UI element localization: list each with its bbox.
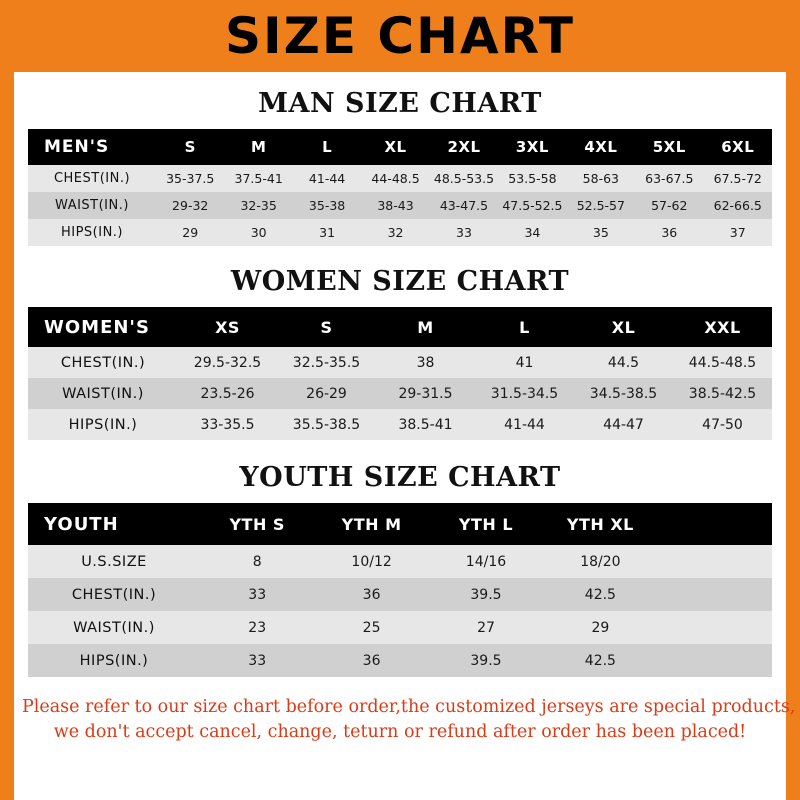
men-waist-l: 35-38 bbox=[293, 192, 361, 219]
youth-waist-m: 25 bbox=[314, 611, 428, 644]
table-row bbox=[28, 578, 772, 611]
men-chest-2xl: 48.5-53.5 bbox=[430, 165, 498, 192]
women-row-label-chest: CHEST(IN.) bbox=[28, 347, 178, 378]
men-waist-6xl: 62-66.5 bbox=[704, 192, 773, 219]
men-hips-m: 30 bbox=[224, 219, 292, 246]
men-waist-3xl: 47.5-52.5 bbox=[498, 192, 566, 219]
table-row bbox=[28, 644, 772, 677]
women-header-l: L bbox=[475, 307, 574, 347]
men-header-4xl: 4XL bbox=[567, 129, 635, 165]
men-chest-6xl: 67.5-72 bbox=[704, 165, 773, 192]
youth-size-chart-section bbox=[28, 462, 772, 677]
women-waist-l: 31.5-34.5 bbox=[475, 378, 574, 409]
women-waist-xl: 34.5-38.5 bbox=[574, 378, 673, 409]
youth-hips-s: 33 bbox=[200, 644, 314, 677]
table-row bbox=[28, 611, 772, 644]
youth-us-size-m: 10/12 bbox=[314, 545, 428, 578]
men-header-6xl: 6XL bbox=[704, 129, 773, 165]
table-header-row bbox=[28, 503, 772, 545]
youth-waist-s: 23 bbox=[200, 611, 314, 644]
men-chest-5xl: 63-67.5 bbox=[635, 165, 703, 192]
youth-hips-m: 36 bbox=[314, 644, 428, 677]
youth-chest-m: 36 bbox=[314, 578, 428, 611]
men-row-label-chest: CHEST(IN.) bbox=[28, 165, 156, 192]
women-chest-s: 32.5-35.5 bbox=[277, 347, 376, 378]
women-header-label: WOMEN'S bbox=[28, 307, 178, 347]
men-header-s: S bbox=[156, 129, 224, 165]
women-chest-xs: 29.5-32.5 bbox=[178, 347, 277, 378]
women-chest-xl: 44.5 bbox=[574, 347, 673, 378]
women-hips-m: 38.5-41 bbox=[376, 409, 475, 440]
header-band bbox=[0, 0, 800, 72]
women-waist-xxl: 38.5-42.5 bbox=[673, 378, 772, 409]
youth-row-label-waist: WAIST(IN.) bbox=[28, 611, 200, 644]
men-size-chart-section bbox=[28, 88, 772, 246]
youth-hips-blank bbox=[658, 644, 772, 677]
youth-hips-xl: 42.5 bbox=[543, 644, 657, 677]
table-row bbox=[28, 219, 772, 246]
men-hips-5xl: 36 bbox=[635, 219, 703, 246]
youth-header-yth-l: YTH L bbox=[429, 503, 543, 545]
men-header-3xl: 3XL bbox=[498, 129, 566, 165]
men-hips-4xl: 35 bbox=[567, 219, 635, 246]
men-waist-xl: 38-43 bbox=[361, 192, 429, 219]
men-hips-s: 29 bbox=[156, 219, 224, 246]
women-hips-xs: 33-35.5 bbox=[178, 409, 277, 440]
page-title: SIZE CHART bbox=[224, 7, 576, 65]
men-hips-xl: 32 bbox=[361, 219, 429, 246]
women-row-label-hips: HIPS(IN.) bbox=[28, 409, 178, 440]
men-section-title: MAN SIZE CHART bbox=[258, 88, 542, 119]
men-chest-4xl: 58-63 bbox=[567, 165, 635, 192]
youth-row-label-chest: CHEST(IN.) bbox=[28, 578, 200, 611]
men-row-label-hips: HIPS(IN.) bbox=[28, 219, 156, 246]
table-row bbox=[28, 409, 772, 440]
men-header-xl: XL bbox=[361, 129, 429, 165]
youth-us-size-xl: 18/20 bbox=[543, 545, 657, 578]
women-header-xxl: XXL bbox=[673, 307, 772, 347]
youth-hips-l: 39.5 bbox=[429, 644, 543, 677]
men-waist-5xl: 57-62 bbox=[635, 192, 703, 219]
men-header-label: MEN'S bbox=[28, 129, 156, 165]
order-notice bbox=[22, 695, 796, 746]
order-notice-line-2: we don't accept cancel, change, teturn or refund after order has been placed! bbox=[53, 722, 747, 743]
women-header-xs: XS bbox=[178, 307, 277, 347]
table-header-row bbox=[28, 129, 772, 165]
table-row bbox=[28, 165, 772, 192]
women-hips-xxl: 47-50 bbox=[673, 409, 772, 440]
men-chest-l: 41-44 bbox=[293, 165, 361, 192]
youth-section-title: YOUTH SIZE CHART bbox=[239, 462, 561, 493]
women-hips-l: 41-44 bbox=[475, 409, 574, 440]
men-chest-s: 35-37.5 bbox=[156, 165, 224, 192]
men-hips-3xl: 34 bbox=[498, 219, 566, 246]
youth-header-yth-s: YTH S bbox=[200, 503, 314, 545]
men-waist-2xl: 43-47.5 bbox=[430, 192, 498, 219]
youth-chest-l: 39.5 bbox=[429, 578, 543, 611]
men-hips-l: 31 bbox=[293, 219, 361, 246]
women-section-title: WOMEN SIZE CHART bbox=[230, 266, 570, 297]
youth-us-size-blank bbox=[658, 545, 772, 578]
women-waist-s: 26-29 bbox=[277, 378, 376, 409]
table-row bbox=[28, 192, 772, 219]
women-hips-s: 35.5-38.5 bbox=[277, 409, 376, 440]
youth-chest-blank bbox=[658, 578, 772, 611]
order-notice-line-1: Please refer to our size chart before order,the customized jerseys are special products, bbox=[22, 697, 796, 717]
men-chest-3xl: 53.5-58 bbox=[498, 165, 566, 192]
youth-us-size-l: 14/16 bbox=[429, 545, 543, 578]
table-header-row bbox=[28, 307, 772, 347]
women-waist-m: 29-31.5 bbox=[376, 378, 475, 409]
table-row bbox=[28, 545, 772, 578]
women-chest-m: 38 bbox=[376, 347, 475, 378]
women-header-m: M bbox=[376, 307, 475, 347]
men-waist-m: 32-35 bbox=[224, 192, 292, 219]
women-row-label-waist: WAIST(IN.) bbox=[28, 378, 178, 409]
men-hips-6xl: 37 bbox=[704, 219, 773, 246]
youth-waist-xl: 29 bbox=[543, 611, 657, 644]
women-size-chart-section bbox=[28, 266, 772, 440]
youth-size-table bbox=[28, 503, 772, 677]
women-hips-xl: 44-47 bbox=[574, 409, 673, 440]
men-header-5xl: 5XL bbox=[635, 129, 703, 165]
youth-chest-s: 33 bbox=[200, 578, 314, 611]
youth-header-label: YOUTH bbox=[28, 503, 200, 545]
men-waist-s: 29-32 bbox=[156, 192, 224, 219]
women-header-s: S bbox=[277, 307, 376, 347]
men-size-table bbox=[28, 129, 772, 246]
women-size-table bbox=[28, 307, 772, 440]
youth-row-label-hips: HIPS(IN.) bbox=[28, 644, 200, 677]
youth-header-yth-xl: YTH XL bbox=[543, 503, 657, 545]
men-header-m: M bbox=[224, 129, 292, 165]
youth-row-label-us-size: U.S.SIZE bbox=[28, 545, 200, 578]
men-row-label-waist: WAIST(IN.) bbox=[28, 192, 156, 219]
men-hips-2xl: 33 bbox=[430, 219, 498, 246]
youth-us-size-s: 8 bbox=[200, 545, 314, 578]
youth-header-yth-m: YTH M bbox=[314, 503, 428, 545]
men-header-2xl: 2XL bbox=[430, 129, 498, 165]
men-chest-m: 37.5-41 bbox=[224, 165, 292, 192]
men-header-l: L bbox=[293, 129, 361, 165]
youth-waist-l: 27 bbox=[429, 611, 543, 644]
women-chest-l: 41 bbox=[475, 347, 574, 378]
men-waist-4xl: 52.5-57 bbox=[567, 192, 635, 219]
women-header-xl: XL bbox=[574, 307, 673, 347]
youth-waist-blank bbox=[658, 611, 772, 644]
women-waist-xs: 23.5-26 bbox=[178, 378, 277, 409]
youth-chest-xl: 42.5 bbox=[543, 578, 657, 611]
youth-header-blank bbox=[658, 503, 772, 545]
men-chest-xl: 44-48.5 bbox=[361, 165, 429, 192]
table-row bbox=[28, 347, 772, 378]
table-row bbox=[28, 378, 772, 409]
women-chest-xxl: 44.5-48.5 bbox=[673, 347, 772, 378]
